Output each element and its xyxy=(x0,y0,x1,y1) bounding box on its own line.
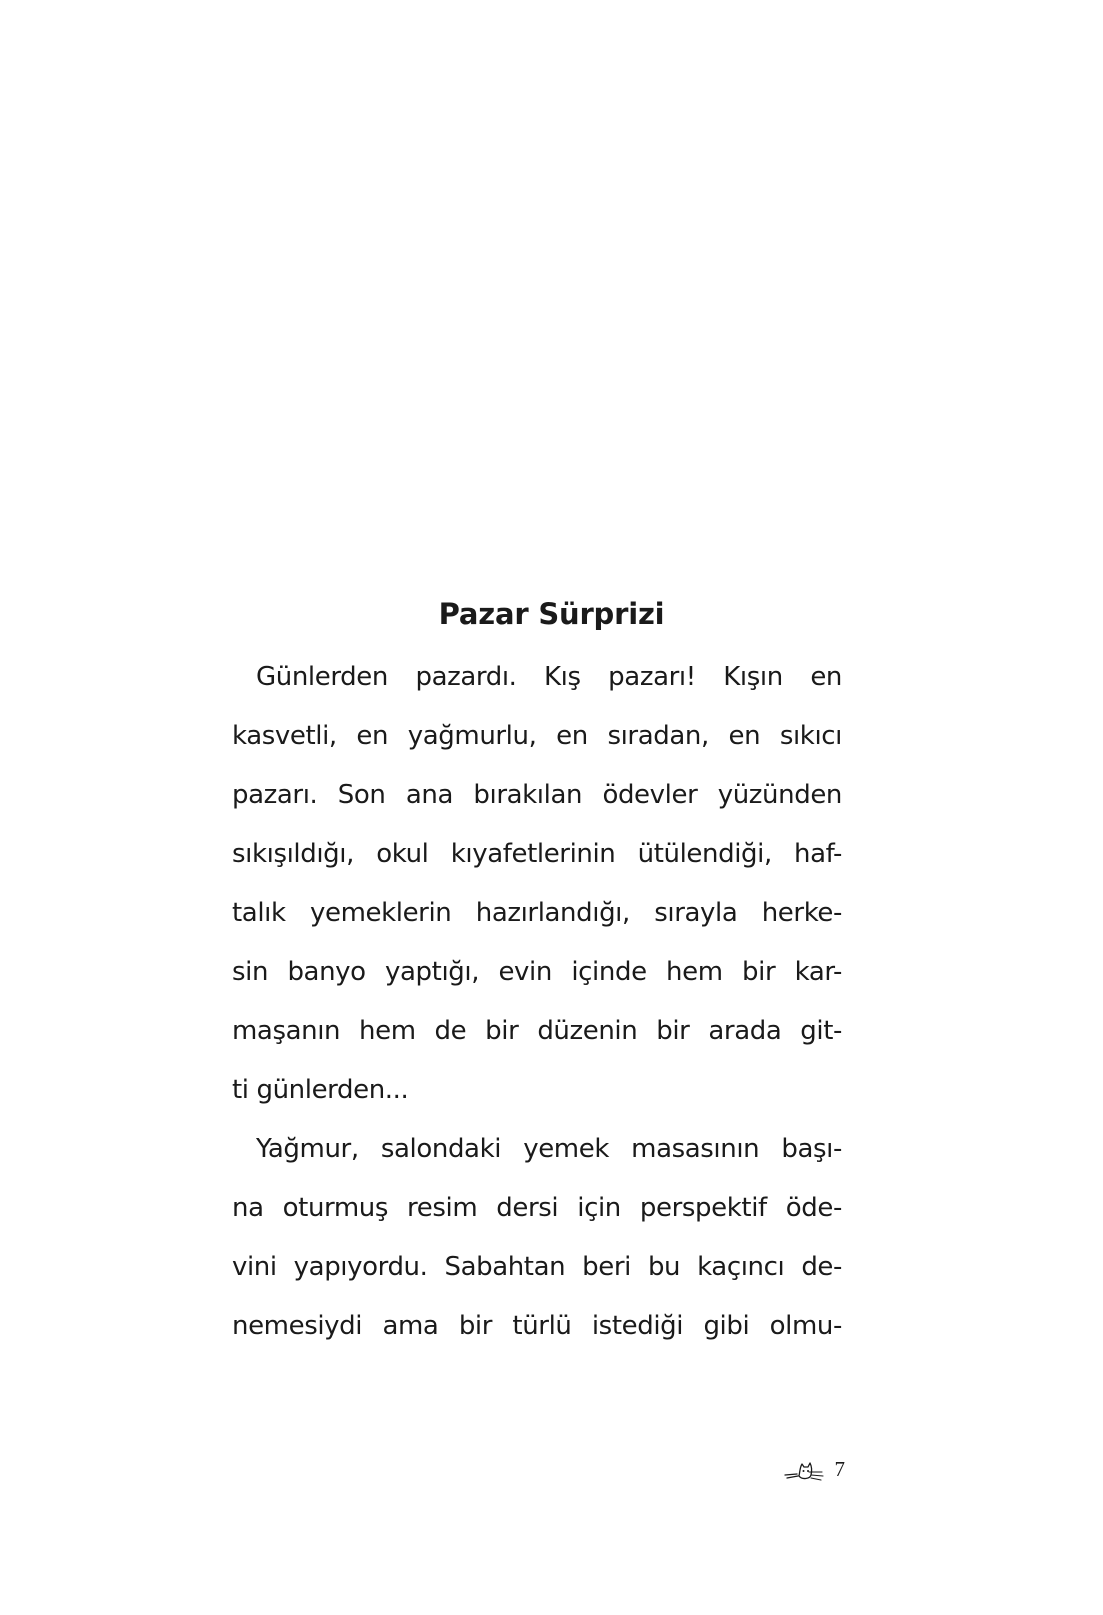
text-line: Yağmur, salondaki yemek masasının başı- xyxy=(256,1134,842,1164)
text-line: na oturmuş resim dersi için perspektif öde- xyxy=(232,1193,842,1223)
body-text xyxy=(232,648,842,1356)
text-line: kasvetli, en yağmurlu, en sıradan, en sıkıcı xyxy=(232,721,842,751)
text-line: pazarı. Son ana bırakılan ödevler yüzünden xyxy=(232,780,842,810)
text-line: Günlerden pazardı. Kış pazarı! Kışın en xyxy=(256,662,842,692)
page-footer xyxy=(783,1454,846,1484)
text-line: talık yemeklerin hazırlandığı, sırayla herke- xyxy=(232,898,842,928)
cat-icon xyxy=(783,1456,825,1482)
text-line: sıkışıldığı, okul kıyafetlerinin ütülendiği, haf- xyxy=(232,839,842,869)
text-line: sin banyo yaptığı, evin içinde hem bir kar- xyxy=(232,957,842,987)
text-line: vini yapıyordu. Sabahtan beri bu kaçıncı de- xyxy=(232,1252,842,1282)
text-line: ti günlerden... xyxy=(232,1075,409,1105)
text-line: maşanın hem de bir düzenin bir arada git- xyxy=(232,1016,842,1046)
text-line: nemesiydi ama bir türlü istediği gibi olmu- xyxy=(232,1311,842,1341)
page-number: 7 xyxy=(834,1457,845,1481)
chapter-title: Pazar Sürprizi xyxy=(438,597,665,631)
